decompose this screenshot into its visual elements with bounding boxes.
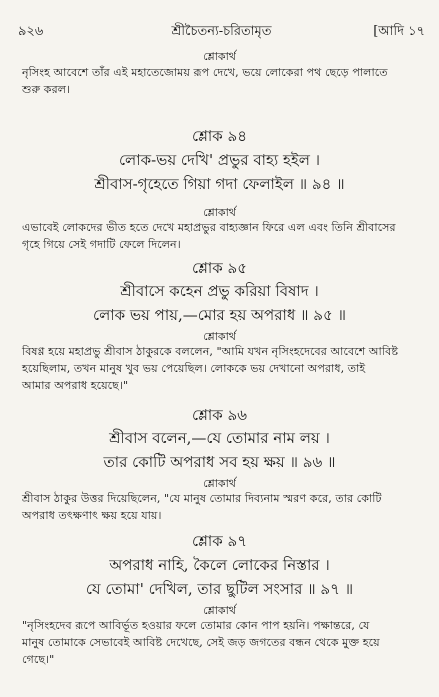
verse-line: তার কোটি অপরাধ সব হয় ক্ষয় ॥ ৯৬ ॥: [103, 453, 336, 471]
translation-label: শ্লোকার্থ: [203, 604, 236, 617]
verse-text: [22, 148, 417, 196]
translation-line: শুরু করল।: [22, 83, 71, 96]
verse-text: [22, 426, 417, 474]
section-indicator: [আদি ১৭: [373, 24, 425, 39]
translation-line: নৃসিংহ আবেশে তাঁর এই মহাতেজোময় রূপ দেখে, ভয়ে লোকেরা পথ ছেড়ে পালাতে: [22, 66, 388, 79]
translation-paragraph: [22, 343, 417, 394]
verse-heading: শ্লোক ৯৬: [192, 406, 247, 424]
translation-line: আমার অপরাধ হয়েছে।": [22, 379, 129, 392]
verse-heading: শ্লোক ৯৫: [192, 259, 247, 277]
book-title: শ্রীচৈতন্য-চরিতামৃত: [171, 24, 272, 39]
verse-line: লোক ভয় পায়,—মোর হয় অপরাধ ॥ ৯৫ ॥: [93, 306, 346, 324]
translation-line: শ্রীবাস ঠাকুর উত্তর দিয়েছিলেন, "যে মানুষ তোমার দিব্যনাম স্মরণ করে, তার কোটি: [22, 492, 382, 505]
page-number: ৯২৬: [18, 24, 44, 39]
translation-line: বিষণ্ণ হয়ে মহাপ্রভু শ্রীবাস ঠাকুরকে বললেন, "আমি যখন নৃসিংহদেবের আবেশে আবিষ্ট: [22, 345, 399, 358]
translation-label: শ্লোকার্থ: [203, 50, 236, 63]
verse-line: অপরাধ নাহি, কৈলে লোকের নিস্তার ।: [109, 556, 330, 574]
translation-line: অপরাধ তৎক্ষণাৎ ক্ষয় হয়ে যায়।: [22, 509, 162, 522]
translation-label: শ্লোকার্থ: [203, 206, 236, 219]
translation-paragraph: [22, 617, 417, 668]
translation-paragraph: [22, 64, 417, 98]
translation-paragraph: [22, 219, 417, 253]
verse-line: শ্রীবাস-গৃহেতে গিয়া গদা ফেলাইল ॥ ৯৪ ॥: [94, 175, 345, 193]
verse-line: শ্রীবাসে কহেন প্রভু করিয়া বিষাদ ।: [120, 282, 319, 300]
translation-line: গেছে।": [22, 653, 55, 666]
translation-line: "নৃসিংহদেব রূপে আবির্ভূত হওয়ার ফলে তোমার কোন পাপ হয়নি। পক্ষান্তরে, যে: [22, 619, 370, 632]
verse-heading: শ্লোক ৯৪: [192, 127, 247, 145]
verse-line: শ্রীবাস বলেন,—যে তোমার নাম লয় ।: [109, 429, 330, 447]
verse-heading: শ্লোক ৯৭: [192, 532, 247, 550]
verse-line: যে তোমা' দেখিল, তার ছুটিল সংসার ॥ ৯৭ ॥: [85, 580, 354, 598]
verse-text: [22, 553, 417, 601]
verse-text: [22, 279, 417, 327]
translation-label: শ্লোকার্থ: [203, 330, 236, 343]
translation-line: হয়েছিলাম, তখন মানুষ খুব ভয় পেয়েছিল। লোককে ভয় দেখানো অপরাধ, তাই: [22, 362, 366, 375]
page-header: [18, 22, 425, 40]
translation-label: শ্লোকার্থ: [203, 477, 236, 490]
translation-line: এভাবেই লোকদের ভীত হতে দেখে মহাপ্রভুর বাহ্যজ্ঞান ফিরে এল এবং তিনি শ্রীবাসের: [22, 221, 396, 234]
verse-line: লোক-ভয় দেখি' প্রভুর বাহ্য হইল ।: [118, 151, 321, 169]
translation-paragraph: [22, 490, 417, 524]
translation-line: গৃহে গিয়ে সেই গদাটি ফেলে দিলেন।: [22, 238, 181, 251]
translation-line: মানুষ তোমাকে সেভাবেই আবিষ্ট দেখেছে, সেই জড় জগতের বন্ধন থেকে মুক্ত হয়ে: [22, 636, 380, 649]
